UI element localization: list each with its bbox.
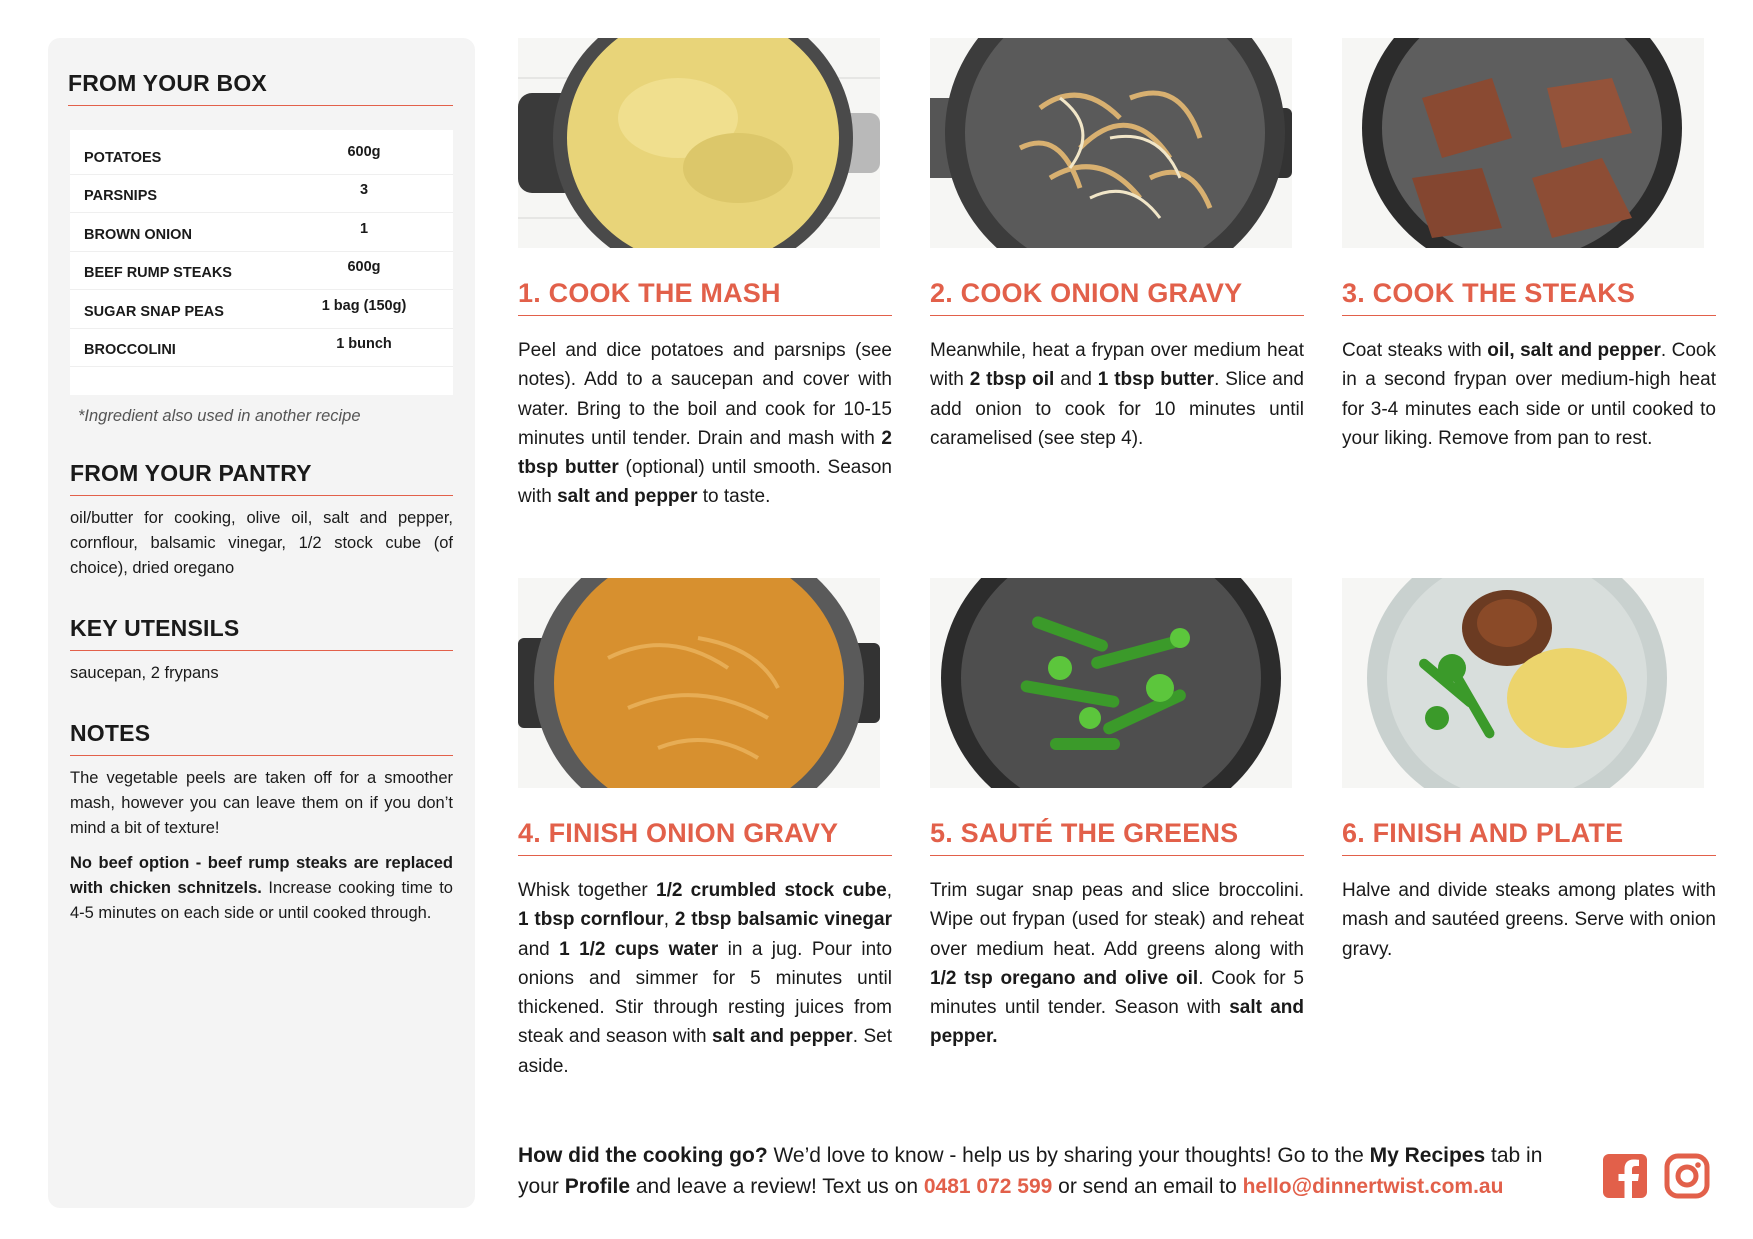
instruction-bold-text: 1 1/2 cups water: [559, 938, 719, 960]
ingredient-qty: 1: [359, 220, 369, 237]
notes-text: The vegetable peels are taken off for a smoother mash, however you can leave them on if you don’t mind a bit of texture!: [70, 769, 453, 837]
instruction-text: Whisk together: [518, 880, 656, 901]
from-your-pantry-heading: FROM YOUR PANTRY: [70, 460, 453, 496]
ingredients-table: [70, 130, 453, 395]
instruction-bold-text: oil, salt and pepper: [1487, 340, 1661, 361]
ingredient-footnote: *Ingredient also used in another recipe: [78, 407, 361, 425]
step-3-instructions: [1342, 336, 1716, 453]
step-1-title: 1. COOK THE MASH: [518, 278, 892, 316]
step-6-title: 6. FINISH AND PLATE: [1342, 818, 1716, 856]
instruction-text: . Cook in a second frypan over medium-high heat for 3-4 minutes each side or until cooked to your liking. Remove from pan to rest.: [1342, 340, 1716, 449]
instruction-bold-text: salt and pepper: [711, 1026, 853, 1048]
instruction-bold-text: salt and pepper.: [930, 997, 1304, 1048]
table-row: [70, 213, 453, 252]
instruction-text: to taste.: [697, 486, 771, 508]
instruction-bold-text: 1 tbsp butter: [1097, 369, 1215, 391]
instruction-text: Peel and dice potatoes and parsnips (see notes). Add to a saucepan and cover with water. Bring to the boil and cook for 10-15 minutes until tender. Drain and mash with: [518, 340, 892, 449]
step-5-photo: [930, 578, 1292, 788]
instruction-bold-text: 1/2 crumbled stock cube: [656, 880, 887, 901]
step-2-title: 2. COOK ONION GRAVY: [930, 278, 1304, 316]
table-row: [70, 329, 453, 368]
feedback-question: How did the cooking go?: [518, 1144, 768, 1167]
feedback-text-3: and leave a review! Text us on: [630, 1175, 924, 1198]
step-1-photo: [518, 38, 880, 248]
onion-frypan-image: [930, 38, 1292, 248]
table-row: [70, 252, 453, 291]
table-row: [70, 136, 453, 175]
instruction-text: ,: [886, 880, 893, 901]
ingredient-name: PARSNIPS: [84, 188, 158, 205]
ingredient-qty: 1 bunch: [336, 336, 392, 353]
ingredient-qty: 600g: [347, 143, 381, 160]
email-link[interactable]: hello@dinnertwist.com.au: [1242, 1175, 1504, 1198]
feedback-text-2: tab in your: [518, 1144, 1543, 1198]
instruction-text: ,: [663, 909, 675, 931]
ingredient-name: BEEF RUMP STEAKS: [84, 265, 232, 282]
mash-pot-image: [518, 38, 880, 248]
instruction-text: Trim sugar snap peas and slice broccolini. Wipe out frypan (used for steak) and reheat over medium heat. Add greens along with: [930, 880, 1304, 960]
facebook-icon[interactable]: [1602, 1153, 1648, 1199]
ingredient-name: POTATOES: [84, 149, 162, 166]
instruction-text: . Set aside.: [518, 1026, 892, 1077]
ingredients-sidebar: [48, 38, 475, 1208]
steaks-frypan-image: [1342, 38, 1704, 248]
no-beef-note-text: Increase cooking time to 4-5 minutes on each side or until cooked through.: [70, 879, 453, 922]
instruction-bold-text: 2 tbsp balsamic vinegar: [674, 909, 892, 931]
step-4-photo: [518, 578, 880, 788]
feedback-text-1: We’d love to know - help us by sharing your thoughts! Go to the: [767, 1144, 1370, 1167]
table-row: [70, 175, 453, 214]
profile-link: Profile: [564, 1175, 631, 1198]
greens-frypan-image: [930, 578, 1292, 788]
instruction-bold-text: 1/2 tsp oregano and olive oil: [930, 967, 1199, 989]
step-3-photo: [1342, 38, 1704, 248]
feedback-footer: [518, 1140, 1578, 1202]
instruction-text: Halve and divide steaks among plates with mash and sautéed greens. Serve with onion gravy.: [1342, 880, 1716, 960]
step-6-instructions: [1342, 876, 1716, 964]
step-1-instructions: [518, 336, 892, 512]
step-4-instructions: [518, 876, 892, 1081]
ingredient-name: SUGAR SNAP PEAS: [84, 303, 224, 320]
no-beef-note-bold: No beef option - beef rump steaks are replaced with chicken schnitzels.: [70, 854, 453, 897]
ingredient-qty: 3: [359, 182, 369, 199]
notes-heading: NOTES: [70, 720, 453, 756]
table-row: [70, 290, 453, 329]
step-5-title: 5. SAUTÉ THE GREENS: [930, 818, 1304, 856]
utensils-list: saucepan, 2 frypans: [70, 664, 219, 682]
instruction-text: and: [1054, 369, 1098, 391]
instruction-text: Coat steaks with: [1342, 340, 1488, 361]
instagram-icon[interactable]: [1664, 1153, 1710, 1199]
step-3-title: 3. COOK THE STEAKS: [1342, 278, 1716, 316]
ingredient-name: BROWN ONION: [84, 226, 192, 243]
instruction-bold-text: 2 tbsp butter: [518, 427, 892, 479]
no-beef-note: [70, 851, 453, 926]
instruction-text: Meanwhile, heat a frypan over medium heat with: [930, 340, 1304, 391]
ingredient-qty: 1 bag (150g): [321, 297, 407, 314]
instruction-text: and: [518, 938, 560, 960]
instruction-text: . Cook for 5 minutes until tender. Season with: [930, 967, 1305, 1019]
phone-number-link[interactable]: 0481 072 599: [923, 1175, 1053, 1198]
plated-meal-image: [1342, 578, 1704, 788]
instruction-bold-text: salt and pepper: [557, 486, 698, 508]
pantry-list: oil/butter for cooking, olive oil, salt and pepper, cornflour, balsamic vinegar, 1/2 stock cube (of choice), dried oregano: [70, 509, 453, 577]
ingredient-qty: 600g: [347, 259, 381, 276]
instruction-text: (optional) until smooth. Season with: [518, 457, 892, 508]
step-5-instructions: [930, 876, 1304, 1052]
onion-gravy-pot-image: [518, 578, 880, 788]
step-2-photo: [930, 38, 1292, 248]
ingredient-name: BROCCOLINI: [84, 342, 176, 359]
step-4-title: 4. FINISH ONION GRAVY: [518, 818, 892, 856]
from-your-box-heading: FROM YOUR BOX: [68, 70, 453, 106]
step-2-instructions: [930, 336, 1304, 453]
feedback-text-4: or send an email to: [1052, 1175, 1243, 1198]
instruction-text: . Slice and add onion to cook for 10 minutes until caramelised (see step 4).: [930, 369, 1304, 449]
instruction-bold-text: 1 tbsp cornflour: [518, 909, 664, 931]
instruction-bold-text: 2 tbsp oil: [969, 369, 1055, 391]
key-utensils-heading: KEY UTENSILS: [70, 615, 453, 651]
my-recipes-link: My Recipes: [1369, 1144, 1486, 1167]
instruction-text: in a jug. Pour into onions and simmer for 5 minutes until thickened. Stir through resting juices from steak and season with: [518, 938, 893, 1048]
step-6-photo: [1342, 578, 1704, 788]
